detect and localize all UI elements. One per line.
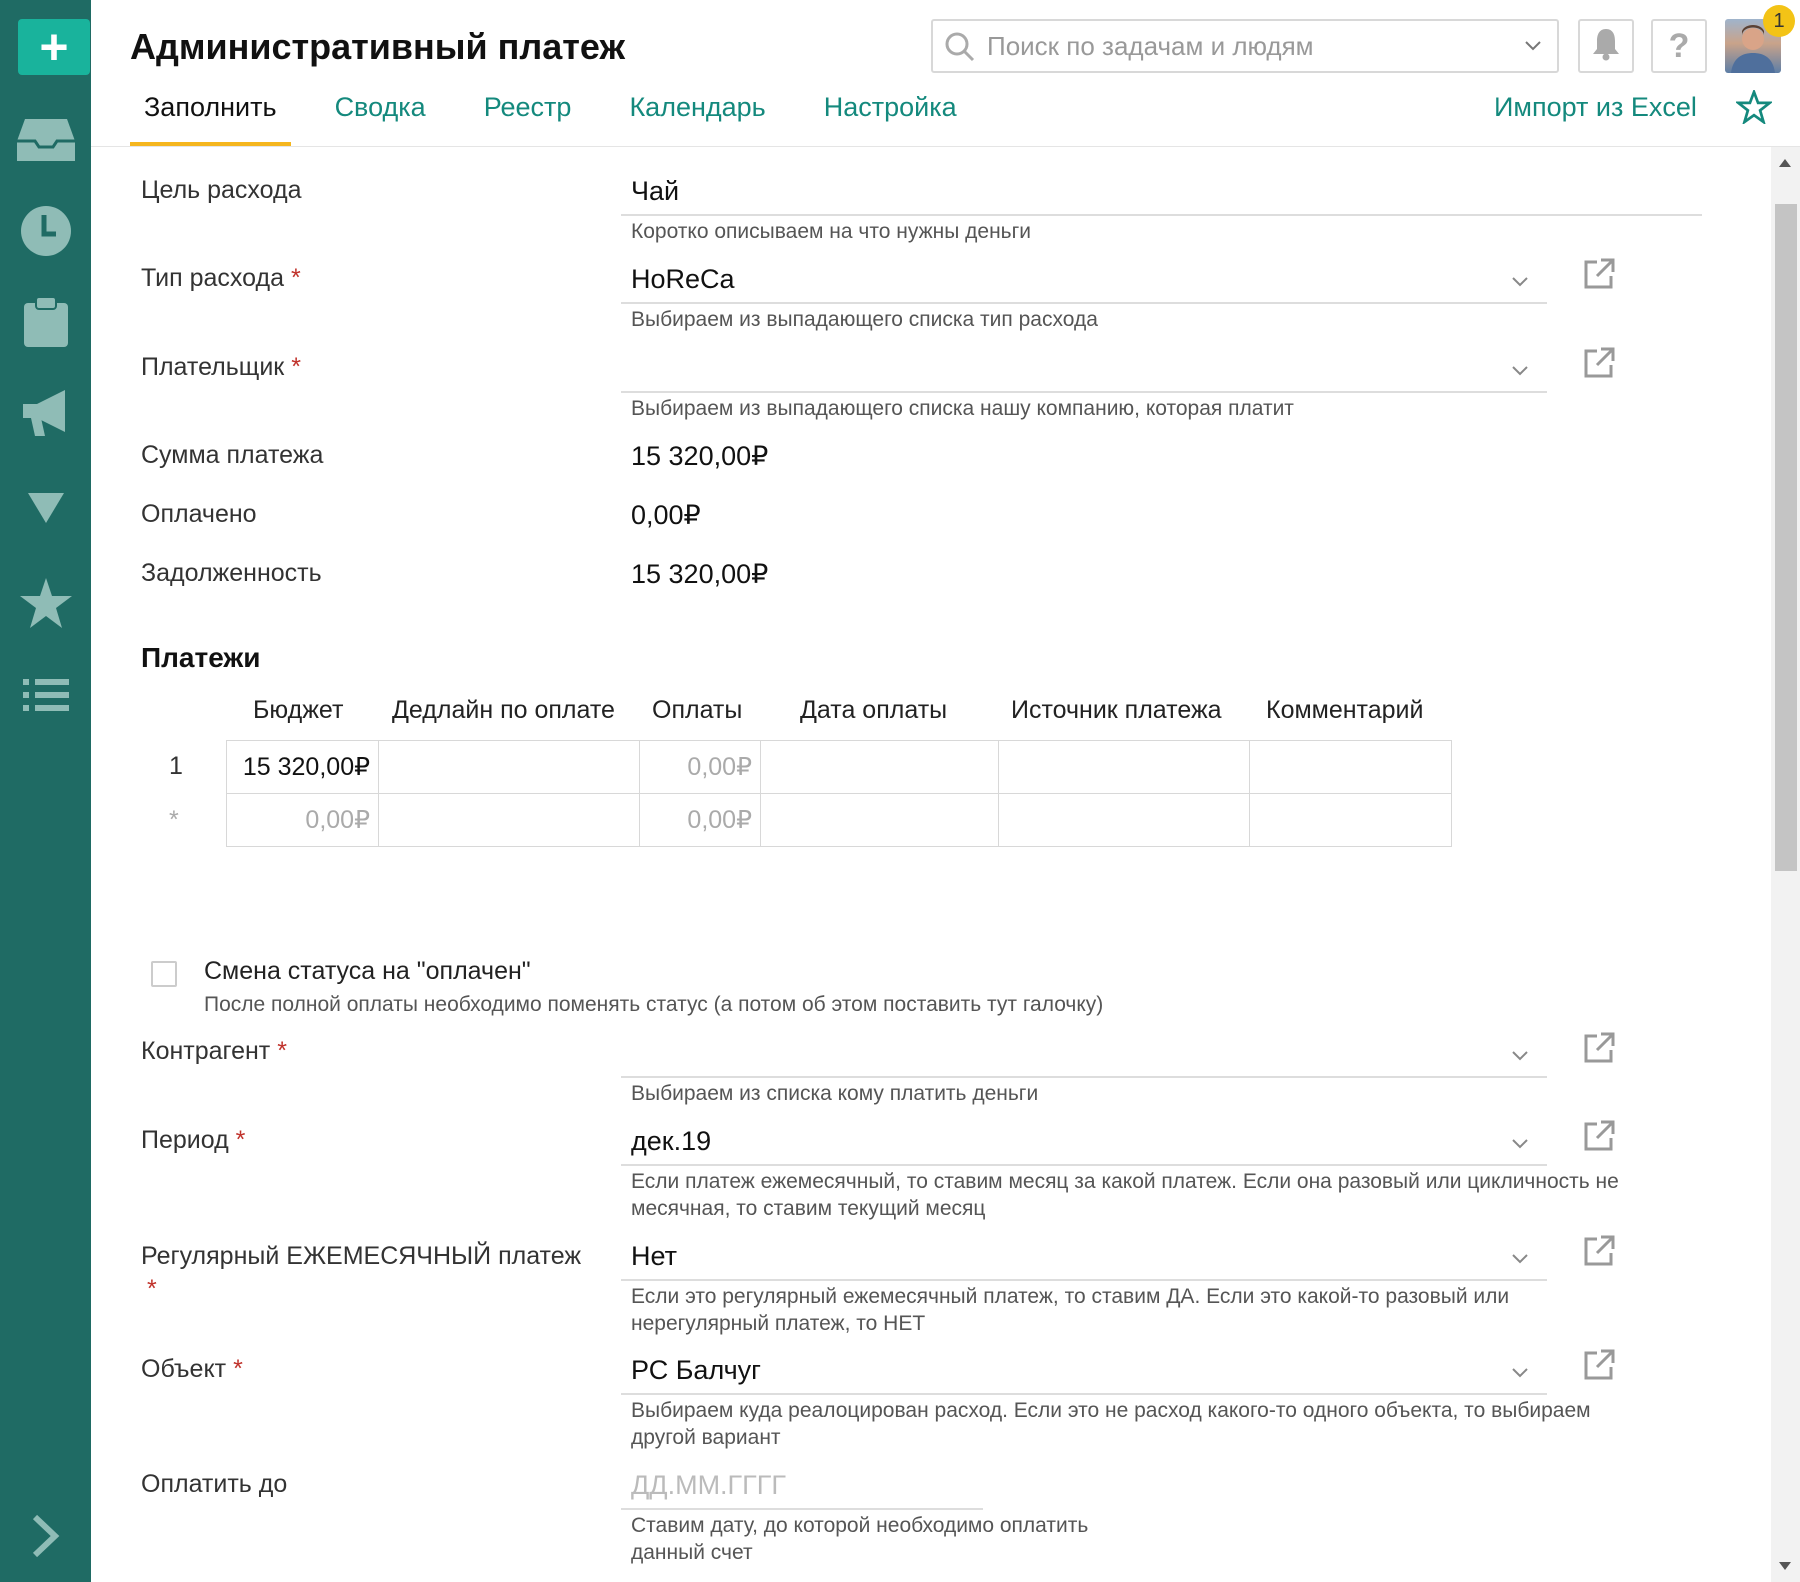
external-link-icon[interactable] <box>1583 258 1615 295</box>
tab-fill[interactable]: Заполнить <box>130 90 291 146</box>
star-icon[interactable] <box>0 575 91 631</box>
clock-icon[interactable] <box>0 203 91 259</box>
expense-type-underline <box>621 302 1547 304</box>
payment-date-cell[interactable] <box>760 740 999 794</box>
scrollbar[interactable] <box>1771 147 1800 1582</box>
expense-type-hint: Выбираем из выпадающего списка тип расхода <box>631 308 1098 331</box>
deadline-cell[interactable] <box>378 740 640 794</box>
purpose-label: Цель расхода <box>141 176 302 204</box>
regular-hint: Если это регулярный ежемесячный платеж, то ставим ДА. Если это какой-то разовый или нерегулярный платеж, то НЕТ <box>631 1285 1510 1335</box>
chevron-down-icon[interactable] <box>1510 1045 1530 1070</box>
payments-cell[interactable]: 0,00₽ <box>639 740 761 794</box>
notification-badge: 1 <box>1763 5 1795 37</box>
tab-bar <box>130 90 1001 146</box>
amount-label: Сумма платежа <box>141 441 324 469</box>
period-select[interactable]: дек.19 <box>631 1126 712 1156</box>
object-hint: Выбираем куда реалоцирован расход. Если это не расход какого-то одного объекта, то выбираем другой вариант <box>631 1399 1591 1449</box>
column-header: Источник платежа <box>1011 696 1222 724</box>
filter-icon[interactable] <box>0 482 91 532</box>
external-link-icon[interactable] <box>1583 1235 1615 1272</box>
column-header: Дедлайн по оплате <box>392 696 615 724</box>
chevron-down-icon[interactable] <box>1510 1248 1530 1273</box>
debt-value: 15 320,00₽ <box>631 559 769 589</box>
row-number: * <box>169 806 179 834</box>
chevron-down-icon[interactable] <box>1510 1362 1530 1387</box>
expense-type-select[interactable]: HoReCa <box>631 264 735 294</box>
purpose-underline <box>621 214 1702 216</box>
object-label: Объект * <box>141 1355 243 1383</box>
chevron-down-icon[interactable] <box>1510 1133 1530 1158</box>
import-excel-link[interactable]: Импорт из Excel <box>1494 92 1697 122</box>
chevron-down-icon[interactable] <box>1510 271 1530 296</box>
favorite-star-icon[interactable] <box>1736 90 1772 129</box>
payment-source-cell[interactable] <box>998 740 1250 794</box>
chevron-down-icon[interactable] <box>1510 360 1530 385</box>
payer-underline <box>621 391 1547 393</box>
scroll-down-arrow-icon[interactable] <box>1779 1562 1791 1570</box>
purpose-hint: Коротко описываем на что нужны деньги <box>631 220 1032 243</box>
payments-title: Платежи <box>141 642 261 673</box>
regular-select[interactable]: Нет <box>631 1241 677 1271</box>
question-icon: ? <box>1668 26 1690 65</box>
clipboard-icon[interactable] <box>0 293 91 349</box>
deadline-cell[interactable] <box>378 793 640 847</box>
paid-value: 0,00₽ <box>631 500 701 530</box>
status-paid-checkbox[interactable] <box>151 961 177 987</box>
search-placeholder: Поиск по задачам и людям <box>987 30 1314 61</box>
help-button[interactable] <box>1651 19 1707 73</box>
payment-date-cell[interactable] <box>760 793 999 847</box>
pay-by-date-input[interactable]: ДД.ММ.ГГГГ <box>631 1470 787 1500</box>
column-header: Дата оплаты <box>800 696 948 724</box>
purpose-input[interactable]: Чай <box>631 176 680 206</box>
counterparty-underline <box>621 1076 1547 1078</box>
search-input[interactable] <box>931 19 1559 73</box>
regular-underline <box>621 1279 1547 1281</box>
expense-type-label: Тип расхода * <box>141 264 301 292</box>
regular-label: Регулярный ЕЖЕМЕСЯЧНЫЙ платеж * <box>141 1242 582 1303</box>
tab-summary[interactable]: Сводка <box>334 92 426 122</box>
column-header: Оплаты <box>652 696 743 724</box>
tab-calendar[interactable]: Календарь <box>629 92 766 122</box>
column-header: Комментарий <box>1266 696 1424 724</box>
chevron-right-icon[interactable] <box>0 1508 91 1564</box>
pay-by-hint: Ставим дату, до которой необходимо оплатить данный счет <box>631 1514 1089 1564</box>
period-underline <box>621 1164 1547 1166</box>
period-hint: Если платеж ежемесячный, то ставим месяц за какой платеж. Если она разовый или цикличность не месячная, то ставим текущий месяц <box>631 1170 1619 1220</box>
payment-source-cell[interactable] <box>998 793 1250 847</box>
tab-settings[interactable]: Настройка <box>823 92 957 122</box>
period-label: Период * <box>141 1126 246 1154</box>
bell-icon <box>1591 27 1621 66</box>
object-select[interactable]: РС Балчуг <box>631 1355 762 1385</box>
search-icon <box>945 32 975 67</box>
pay-by-label: Оплатить до <box>141 1470 288 1498</box>
add-icon: + <box>39 19 69 75</box>
external-link-icon[interactable] <box>1583 1032 1615 1069</box>
column-header: Бюджет <box>253 696 344 724</box>
counterparty-label: Контрагент * <box>141 1037 287 1065</box>
comment-cell[interactable] <box>1249 793 1452 847</box>
add-button[interactable] <box>18 19 90 75</box>
megaphone-icon[interactable] <box>0 385 91 441</box>
header-divider <box>91 146 1800 147</box>
sidebar <box>0 0 91 1582</box>
external-link-icon[interactable] <box>1583 347 1615 384</box>
payer-label: Плательщик * <box>141 353 301 381</box>
scroll-up-arrow-icon[interactable] <box>1779 159 1791 167</box>
list-icon[interactable] <box>0 670 91 720</box>
scrollbar-thumb[interactable] <box>1775 204 1797 871</box>
external-link-icon[interactable] <box>1583 1349 1615 1386</box>
row-number: 1 <box>169 752 183 780</box>
chevron-down-icon[interactable] <box>1523 35 1543 60</box>
pay-by-underline <box>621 1508 983 1510</box>
object-underline <box>621 1393 1547 1395</box>
status-paid-hint: После полной оплаты необходимо поменять статус (а потом об этом поставить тут галочку) <box>204 993 1104 1016</box>
counterparty-hint: Выбираем из списка кому платить деньги <box>631 1082 1039 1105</box>
paid-label: Оплачено <box>141 500 257 528</box>
budget-cell[interactable]: 15 320,00₽ <box>226 740 379 794</box>
comment-cell[interactable] <box>1249 740 1452 794</box>
notifications-button[interactable] <box>1578 19 1634 73</box>
status-paid-label[interactable]: Смена статуса на "оплачен" <box>204 957 531 985</box>
external-link-icon[interactable] <box>1583 1120 1615 1157</box>
budget-cell[interactable]: 0,00₽ <box>226 793 379 847</box>
amount-value: 15 320,00₽ <box>631 441 769 471</box>
tab-registry[interactable]: Реестр <box>483 92 572 122</box>
inbox-icon[interactable] <box>0 112 91 168</box>
page-title: Административный платеж <box>130 26 625 67</box>
payments-cell[interactable]: 0,00₽ <box>639 793 761 847</box>
payer-hint: Выбираем из выпадающего списка нашу компанию, которая платит <box>631 397 1294 420</box>
debt-label: Задолженность <box>141 559 322 587</box>
